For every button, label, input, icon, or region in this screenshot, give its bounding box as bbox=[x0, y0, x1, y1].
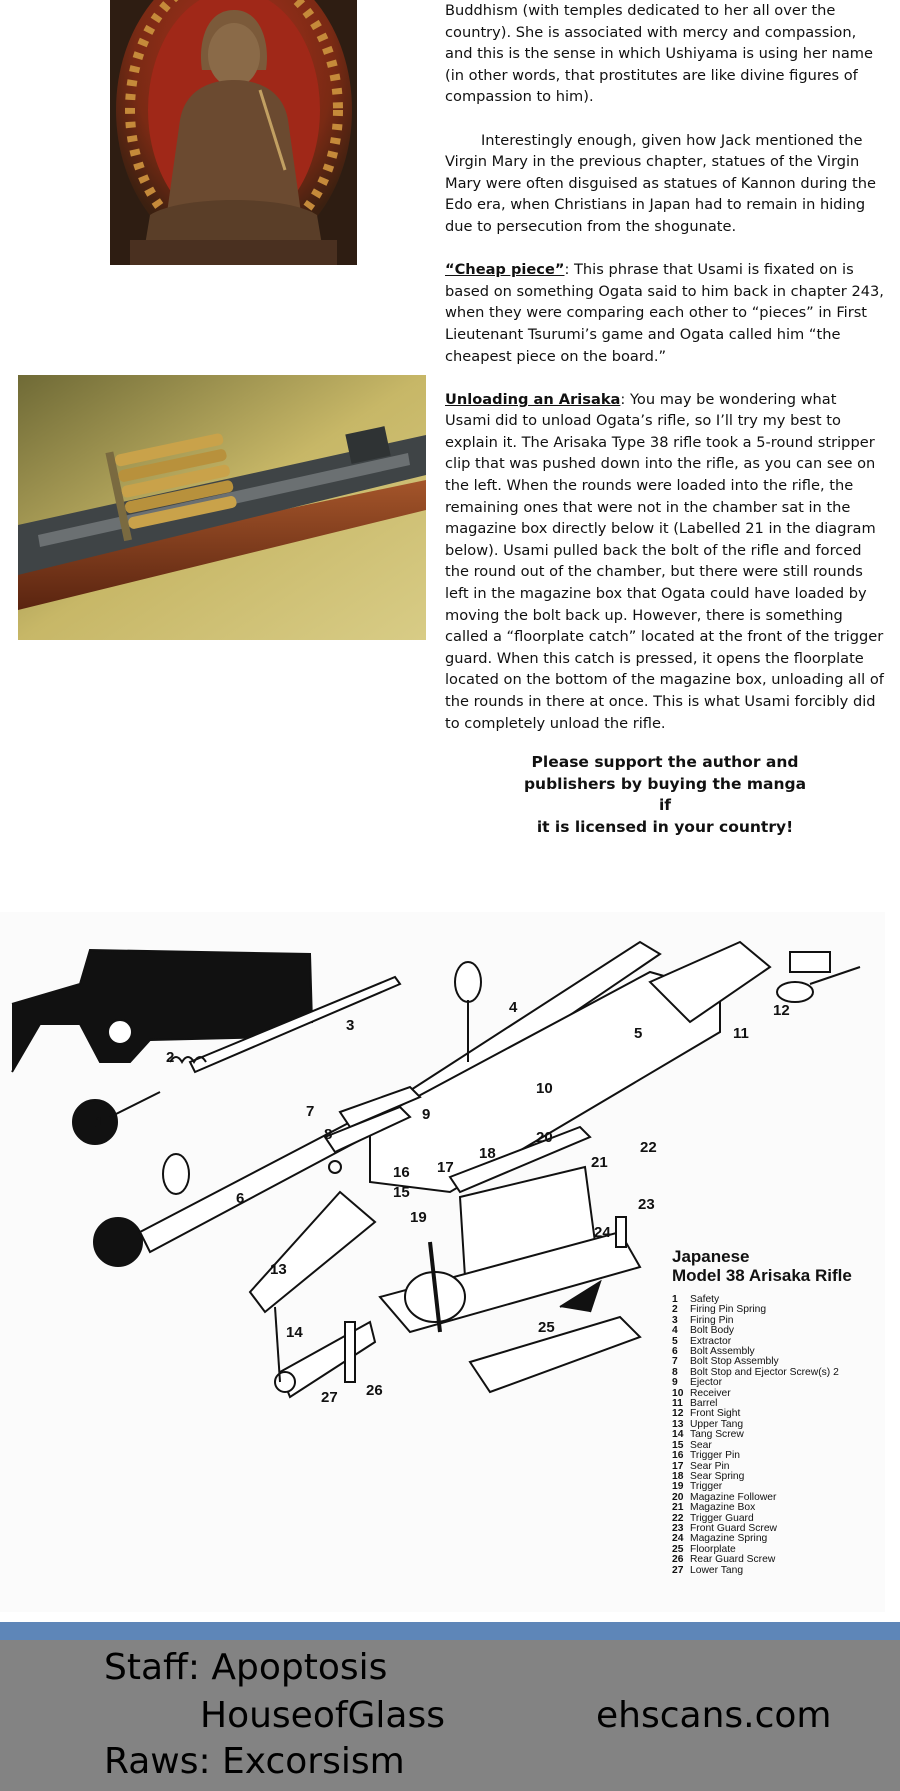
legend-item-number: 18 bbox=[672, 1470, 684, 1482]
legend-item-label: Tang Screw bbox=[690, 1429, 744, 1441]
legend-item-number: 3 bbox=[672, 1314, 678, 1326]
legend-item-label: Magazine Follower bbox=[690, 1491, 777, 1503]
diagram-callout-number: 22 bbox=[640, 1139, 657, 1156]
legend-item-label: Bolt Body bbox=[690, 1325, 735, 1337]
legend-item-number: 2 bbox=[672, 1304, 678, 1316]
diagram-callout-number: 27 bbox=[321, 1389, 338, 1406]
notes-text-column bbox=[445, 0, 885, 734]
legend-item-number: 11 bbox=[672, 1398, 683, 1410]
legend-item-number: 8 bbox=[672, 1366, 678, 1378]
diagram-callout-number: 16 bbox=[393, 1164, 410, 1181]
virgin-mary-paragraph: Interestingly enough, given how Jack mentioned the Virgin Mary in the previous chapter, statues of the Virgin Mary were often disguised as statues of Kannon during the Edo era, when Christians in Japan had to remain in hiding due to persecution from the shogunate. bbox=[445, 131, 876, 235]
stripper-clip-rifle-photo bbox=[18, 375, 426, 640]
legend-item-number: 7 bbox=[672, 1356, 678, 1368]
legend-item-label: Safety bbox=[690, 1294, 720, 1305]
diagram-callout-number: 18 bbox=[479, 1145, 496, 1162]
legend-item-number: 14 bbox=[672, 1429, 684, 1441]
cheap-piece-term: “Cheap piece” bbox=[445, 261, 565, 279]
rifle-exploded-diagram bbox=[0, 912, 900, 1612]
diagram-callout-number: 17 bbox=[437, 1159, 454, 1176]
legend-title-line-1: Japanese bbox=[672, 1247, 750, 1266]
legend-item-label: Trigger Guard bbox=[690, 1512, 754, 1524]
diagram-callout-number: 8 bbox=[324, 1126, 333, 1143]
legend-item-number: 17 bbox=[672, 1460, 684, 1472]
diagram-legend bbox=[672, 1247, 872, 1576]
legend-item-number: 12 bbox=[672, 1408, 684, 1420]
diagram-callout-number: 20 bbox=[536, 1129, 553, 1146]
support-line-2: publishers by buying the manga if bbox=[523, 774, 807, 814]
site-credit: ehscans.com bbox=[596, 1695, 832, 1736]
legend-item-label: Bolt Stop Assembly bbox=[690, 1356, 779, 1368]
legend-item-label: Lower Tang bbox=[690, 1564, 744, 1576]
legend-list bbox=[672, 1295, 872, 1576]
diagram-callout-number: 19 bbox=[410, 1209, 427, 1226]
diagram-callout-number: 25 bbox=[538, 1319, 555, 1336]
legend-item-number: 5 bbox=[672, 1335, 678, 1347]
legend-item-label: Magazine Box bbox=[690, 1502, 756, 1514]
legend-item-label: Trigger Pin bbox=[690, 1450, 740, 1462]
legend-item-number: 23 bbox=[672, 1522, 684, 1534]
legend-item-label: Sear Pin bbox=[690, 1460, 730, 1472]
legend-item-label: Sear Spring bbox=[690, 1470, 745, 1482]
legend-item-number: 1 bbox=[672, 1294, 678, 1305]
support-note bbox=[520, 752, 810, 838]
legend-title bbox=[672, 1247, 872, 1285]
diagram-callout-number: 6 bbox=[236, 1190, 245, 1207]
diagram-callout-number: 14 bbox=[286, 1324, 303, 1341]
diagram-callout-number: 12 bbox=[773, 1002, 790, 1019]
unloading-paragraph bbox=[445, 389, 885, 735]
cheap-piece-body: : This phrase that Usami is fixated on is based on something Ogata said to him back in chapter 243, when they were comparing each other to “pieces” in First Lieutenant Tsurumi’s game and Ogata called him “the cheapest piece on the board.” bbox=[445, 261, 884, 365]
legend-item-number: 25 bbox=[672, 1543, 684, 1555]
diagram-callout-number: 2 bbox=[166, 1049, 175, 1066]
unloading-body: : You may be wondering what Usami did to unload Ogata’s rifle, so I’ll try my best to explain it. The Arisaka Type 38 rifle took a 5-round stripper clip that was pushed down into the rifle, as you can see on the left. When the rounds were loaded into the rifle, the remaining ones that were not in the chamber sat in the magazine box directly below it (Labelled 21 in the diagram below). Usami pulled back the bolt of the rifle and forced the round out of the chamber, but there were still rounds left in the magazine box that Ogata could have loaded by moving the bolt back up. However, there is something called a “floorplate catch” located at the front of the trigger guard. When this catch is pressed, it opens the floorplate located on the bottom of the magazine box, unloading all of the rounds in there at once. This is what Usami forcibly did to completely unload the rifle. bbox=[445, 390, 884, 732]
diagram-callout-number: 13 bbox=[270, 1261, 287, 1278]
diagram-callout-number: 4 bbox=[509, 999, 518, 1016]
legend-title-line-2: Model 38 Arisaka Rifle bbox=[672, 1266, 852, 1285]
legend-item-label: Bolt Stop and Ejector Screw(s) 2 bbox=[690, 1366, 839, 1378]
diagram-callout-number: 26 bbox=[366, 1382, 383, 1399]
unloading-term: Unloading an Arisaka bbox=[445, 390, 621, 408]
staff-credit: Staff: Apoptosis bbox=[104, 1647, 388, 1688]
support-line-3: it is licensed in your country! bbox=[536, 817, 794, 836]
legend-item-number: 15 bbox=[672, 1439, 684, 1451]
diagram-callout-number: 23 bbox=[638, 1196, 655, 1213]
legend-item-number: 27 bbox=[672, 1564, 684, 1576]
legend-item-number: 10 bbox=[672, 1387, 684, 1399]
diagram-callout-number: 7 bbox=[306, 1103, 315, 1120]
legend-item-number: 16 bbox=[672, 1450, 684, 1462]
legend-item-label: Barrel bbox=[690, 1398, 718, 1410]
legend-item-label: Floorplate bbox=[690, 1543, 736, 1555]
legend-item-label: Front Guard Screw bbox=[690, 1522, 777, 1534]
staff-credit-2: HouseofGlass bbox=[200, 1695, 445, 1736]
diagram-callout-number: 9 bbox=[422, 1106, 431, 1123]
legend-item-number: 20 bbox=[672, 1491, 684, 1503]
diagram-callout-number: 5 bbox=[634, 1025, 643, 1042]
kannon-paragraph: Buddhism (with temples dedicated to her all over the country). She is associated with mercy and compassion, and this is the sense in which Ushiyama is using her name (in other words, that prostitutes are like divine figures of compassion to him). bbox=[445, 2, 873, 106]
legend-item-label: Receiver bbox=[690, 1387, 731, 1399]
diagram-callout-number: 1 bbox=[95, 1114, 104, 1131]
legend-item-label: Firing Pin Spring bbox=[690, 1304, 767, 1316]
credits-footer bbox=[0, 1640, 900, 1791]
legend-item-label: Ejector bbox=[690, 1377, 723, 1389]
diagram-callout-number: 10 bbox=[536, 1080, 553, 1097]
legend-item-number: 26 bbox=[672, 1554, 684, 1566]
legend-item-label: Upper Tang bbox=[690, 1418, 744, 1430]
diagram-callout-number: 15 bbox=[393, 1184, 410, 1201]
legend-item-number: 19 bbox=[672, 1481, 684, 1493]
legend-item-number: 9 bbox=[672, 1377, 678, 1389]
legend-item-number: 4 bbox=[672, 1325, 678, 1337]
legend-item-number: 24 bbox=[672, 1533, 684, 1545]
legend-item-label: Trigger bbox=[690, 1481, 723, 1493]
legend-item bbox=[672, 1566, 872, 1576]
cheap-piece-paragraph bbox=[445, 259, 885, 367]
legend-item-label: Bolt Assembly bbox=[690, 1346, 755, 1358]
legend-item-label: Firing Pin bbox=[690, 1314, 734, 1326]
legend-item-number: 13 bbox=[672, 1418, 684, 1430]
diagram-callout-number: 21 bbox=[591, 1154, 608, 1171]
legend-item-number: 6 bbox=[672, 1346, 678, 1358]
kannon-statue-photo bbox=[110, 0, 357, 265]
support-line-1: Please support the author and bbox=[531, 753, 799, 771]
legend-item-label: Rear Guard Screw bbox=[690, 1554, 776, 1566]
diagram-callout-number: 11 bbox=[733, 1025, 749, 1042]
legend-item-label: Magazine Spring bbox=[690, 1533, 768, 1545]
diagram-callout-number: 24 bbox=[594, 1224, 611, 1241]
legend-item-number: 21 bbox=[672, 1502, 684, 1514]
legend-item-label: Sear bbox=[690, 1439, 712, 1451]
raws-credit: Raws: Excorsism bbox=[104, 1741, 405, 1782]
legend-item-label: Extractor bbox=[690, 1335, 732, 1347]
diagram-callout-number: 3 bbox=[346, 1017, 355, 1034]
legend-item-label: Front Sight bbox=[690, 1408, 741, 1420]
footer-accent-bar bbox=[0, 1622, 900, 1640]
legend-item-number: 22 bbox=[672, 1512, 684, 1524]
